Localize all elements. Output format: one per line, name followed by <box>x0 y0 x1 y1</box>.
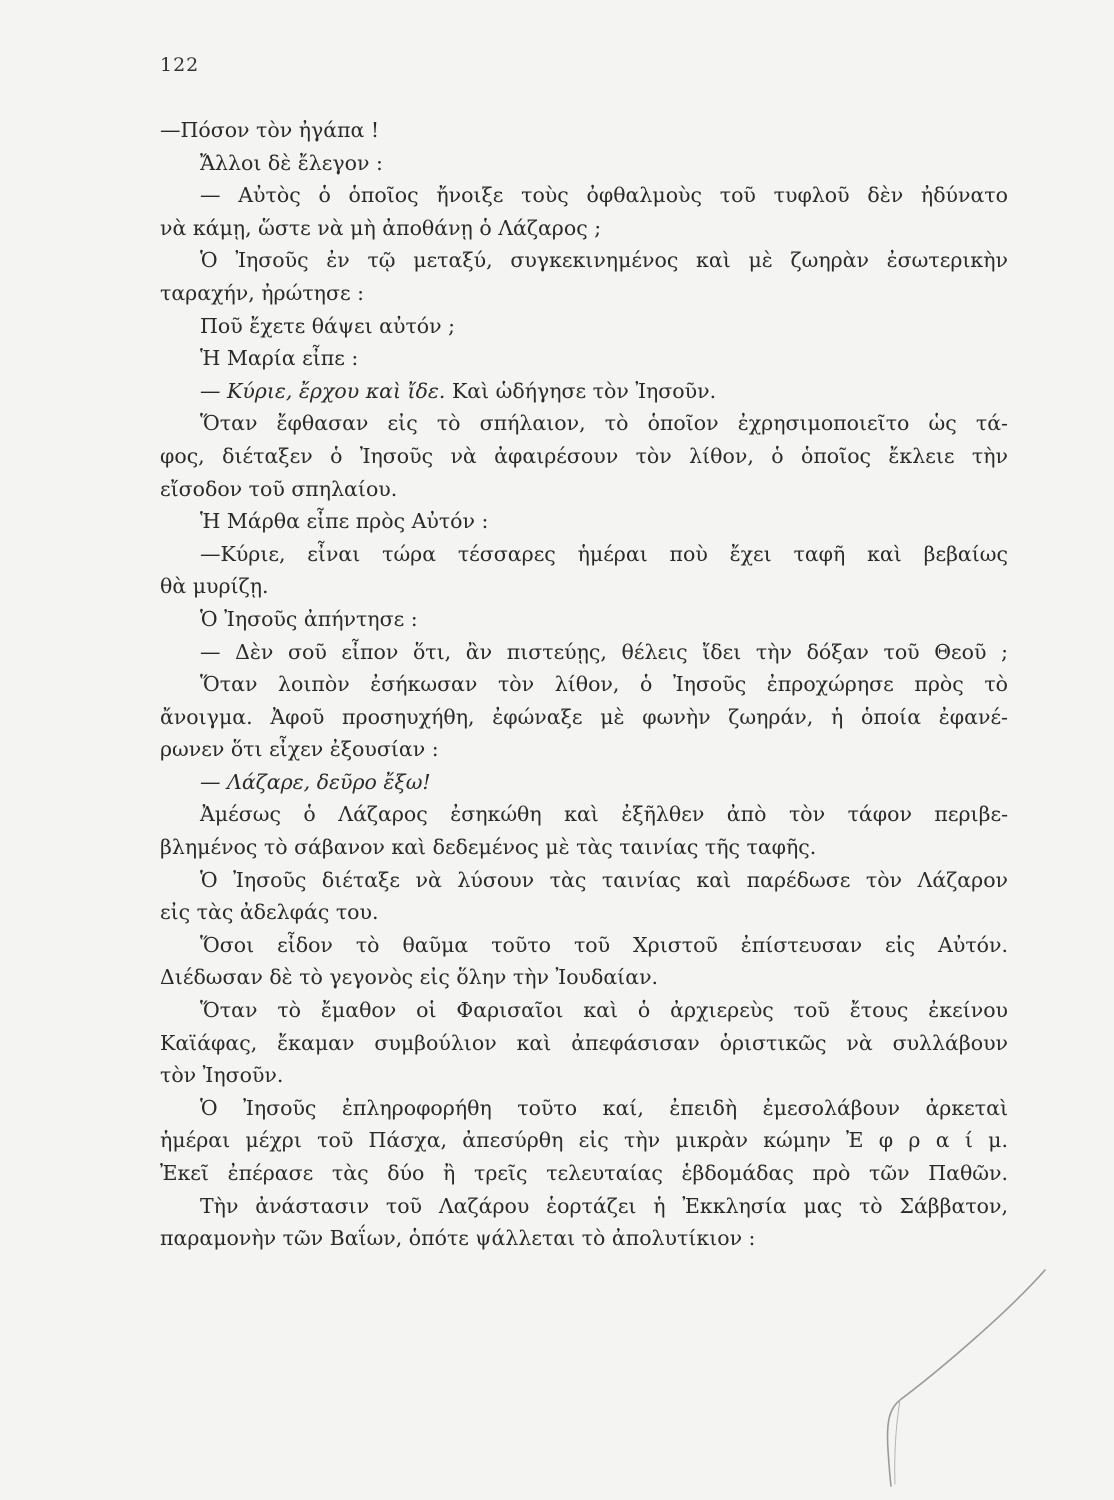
line-text: Ὁ Ἰησοῦς διέταξε νὰ λύσουν τὰς ταινίας καὶ παρέδωσε τὸν Λάζαρον <box>200 867 1008 892</box>
line-text: Ἀμέσως ὁ Λάζαρος ἐσηκώθη καὶ ἐξῆλθεν ἀπὸ τὸν τάφον περιβε- <box>200 802 1008 827</box>
text-line <box>160 1124 1008 1157</box>
text-line <box>160 1059 1008 1092</box>
line-text: Τὴν ἀνάστασιν τοῦ Λαζάρου ἑορτάζει ἡ Ἐκκλησία μας τὸ Σάββατον, <box>200 1193 1008 1218</box>
text-line <box>160 896 1008 929</box>
line-text: Ἡ Μάρθα εἶπε πρὸς Αὐτόν : <box>200 509 489 534</box>
text-line <box>160 212 1008 245</box>
text-line <box>160 766 1008 799</box>
line-text: Ἄλλοι δὲ ἔλεγον : <box>200 150 383 175</box>
text-line <box>160 798 1008 831</box>
line-text: Ὅταν λοιπὸν ἐσήκωσαν τὸν λίθον, ὁ Ἰησοῦς ἐπροχώρησε πρὸς τὸ <box>200 672 1008 697</box>
line-text: φος, διέταξεν ὁ Ἰησοῦς νὰ ἀφαιρέσουν τὸν λίθον, ὁ ὁποῖος ἔκλειε τὴν <box>160 443 1008 468</box>
line-text: τὸν Ἰησοῦν. <box>160 1063 284 1088</box>
line-text: Ποῦ ἔχετε θάψει αὐτόν ; <box>200 313 456 338</box>
page-number: 122 <box>160 54 200 76</box>
text-line <box>160 961 1008 994</box>
line-text: ταραχήν, ἠρώτησε : <box>160 280 364 305</box>
line-text: —Κύριε, εἶναι τώρα τέσσαρες ἡμέραι ποὺ ἔχει ταφῆ καὶ βεβαίως <box>200 541 1008 566</box>
line-text: ρωνεν ὅτι εἶχεν ἐξουσίαν : <box>160 737 439 762</box>
text-line <box>160 407 1008 440</box>
line-text: Ἐκεῖ ἐπέρασε τὰς δύο ἢ τρεῖς τελευταίας ἑβδομάδας πρὸ τῶν Παθῶν. <box>160 1161 1008 1185</box>
italic-speech: — Κύριε, ἔρχου καὶ ἴδε. <box>200 378 446 403</box>
line-text: εἰς τὰς ἀδελφάς του. <box>160 900 379 925</box>
text-line <box>160 636 1008 669</box>
text-line <box>160 440 1008 473</box>
italic-speech: — Λάζαρε, δεῦρο ἔξω! <box>200 769 431 794</box>
line-text: Διέδωσαν δὲ τὸ γεγονὸς εἰς ὅλην τὴν Ἰουδαίαν. <box>160 965 659 990</box>
text-line <box>160 277 1008 310</box>
line-text: — Αὐτὸς ὁ ὁποῖος ἤνοιξε τοὺς ὀφθαλμοὺς τοῦ τυφλοῦ δὲν ἠδύνατο <box>200 183 1008 208</box>
line-text: Ὅσοι εἶδον τὸ θαῦμα τοῦτο τοῦ Χριστοῦ ἐπίστευσαν εἰς Αὐτόν. <box>200 932 1008 957</box>
text-line <box>160 733 1008 766</box>
text-line <box>160 1027 1008 1060</box>
line-text: Ὅταν τὸ ἔμαθον οἱ Φαρισαῖοι καὶ ὁ ἀρχιερεὺς τοῦ ἔτους ἐκείνου <box>200 998 1008 1023</box>
line-text: ἄνοιγμα. Ἀφοῦ προσηυχήθη, ἐφώναξε μὲ φωνὴν ζωηράν, ἡ ὁποία ἐφανέ- <box>160 704 1008 729</box>
text-line <box>160 831 1008 864</box>
line-text: Ὁ Ἰησοῦς ἀπήντησε : <box>200 606 418 631</box>
text-line <box>160 179 1008 212</box>
text-line <box>160 570 1008 603</box>
line-text: — Δὲν σοῦ εἶπον ὅτι, ἂν πιστεύῃς, θέλεις ἴδει τὴν δόξαν τοῦ Θεοῦ ; <box>200 639 1008 664</box>
line-text: νὰ κάμῃ, ὥστε νὰ μὴ ἀποθάνῃ ὁ Λάζαρος ; <box>160 215 602 240</box>
text-line <box>160 864 1008 897</box>
text-line <box>160 244 1008 277</box>
text-line <box>160 1092 1008 1125</box>
line-text: θὰ μυρίζῃ. <box>160 574 269 599</box>
text-line <box>160 994 1008 1027</box>
text-line <box>160 342 1008 375</box>
line-text: βλημένος τὸ σάβανον καὶ δεδεμένος μὲ τὰς ταινίας τῆς ταφῆς. <box>160 835 817 860</box>
text-line <box>160 473 1008 506</box>
text-line <box>160 505 1008 538</box>
text-line <box>160 114 1008 147</box>
text-line <box>160 668 1008 701</box>
line-text: εἴσοδον τοῦ σπηλαίου. <box>160 476 398 501</box>
text-line <box>160 375 1008 408</box>
text-line <box>160 1190 1008 1223</box>
line-text: Καϊάφας, ἔκαμαν συμβούλιον καὶ ἀπεφάσισαν ὁριστικῶς νὰ συλλάβουν <box>160 1030 1008 1055</box>
text-line <box>160 147 1008 180</box>
text-line <box>160 929 1008 962</box>
text-line <box>160 701 1008 734</box>
text-line <box>160 603 1008 636</box>
pencil-stroke-mark <box>860 1250 1060 1490</box>
line-text: Ἡ Μαρία εἶπε : <box>200 346 359 371</box>
line-text: Ὁ Ἰησοῦς ἐπληροφορήθη τοῦτο καί, ἐπειδὴ ἐμεσολάβουν ἀρκεταὶ <box>200 1095 1008 1120</box>
line-text: ἡμέραι μέχρι τοῦ Πάσχα, ἀπεσύρθη εἰς τὴν μικρὰν κώμην Ἐ φ ρ α ί μ. <box>160 1128 1008 1153</box>
line-text: παραμονὴν τῶν Βαΐων, ὁπότε ψάλλεται τὸ ἀπολυτίκιον : <box>160 1226 756 1251</box>
body-text <box>160 114 1008 1255</box>
text-line <box>160 1157 1008 1190</box>
line-text: Ὅταν ἔφθασαν εἰς τὸ σπήλαιον, τὸ ὁποῖον ἐχρησιμοποιεῖτο ὡς τά- <box>200 411 1008 436</box>
line-text: —Πόσον τὸν ἠγάπα ! <box>160 118 380 142</box>
text-line <box>160 310 1008 343</box>
text-line <box>160 538 1008 571</box>
line-text: Καὶ ὡδήγησε τὸν Ἰησοῦν. <box>445 378 717 403</box>
line-text: Ὁ Ἰησοῦς ἐν τῷ μεταξύ, συγκεκινημένος καὶ μὲ ζωηρὰν ἐσωτερικὴν <box>200 248 1008 273</box>
